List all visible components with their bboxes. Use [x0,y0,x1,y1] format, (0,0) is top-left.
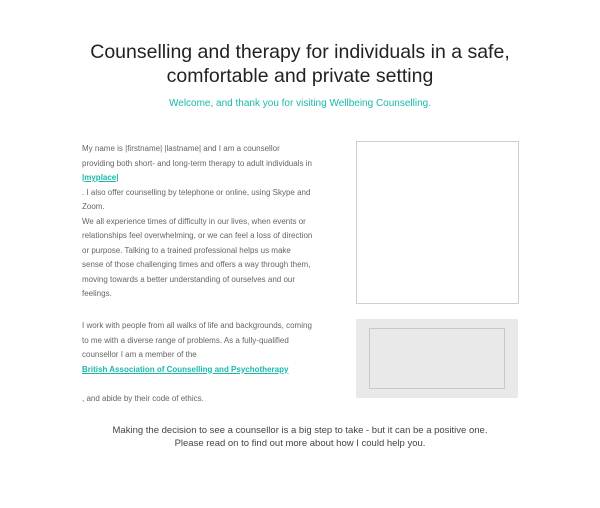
intro-text: . I also offer counselling by telephone or online, using Skype and [82,187,311,197]
intro-text: Zoom. [82,202,105,211]
closing-line: Making the decision to see a counsellor is a big step to take - but it can be a positive one. [112,425,488,436]
title-line: comfortable and private setting [166,65,434,87]
page-title [0,40,600,88]
image-placeholder [356,319,518,398]
closing-line: Please read on to find out more about how I could help you. [174,438,426,449]
myplace-link[interactable]: |myplace| [82,173,119,182]
welcome-text: Welcome, and thank you for visiting Wellbeing Counselling. [169,98,431,109]
intro-text: or purpose. Talking to a trained professional helps us make [82,245,291,255]
about-text: I work with people from all walks of life and backgrounds, coming [82,321,312,330]
intro-paragraph [82,142,318,302]
about-text: counsellor I am a member of the [82,350,197,359]
about-text: to me with a diverse range of problems. As a fully-qualified [82,335,289,345]
intro-text: My name is |firstname| |lastname| and I am a counsellor [82,144,280,153]
intro-text: feelings. [82,289,112,298]
closing-text [0,424,600,450]
intro-text: moving towards a better understanding of ourselves and our [82,274,296,284]
title-line: Counselling and therapy for individuals in a safe, [90,41,510,63]
bacp-link[interactable]: British Association of Counselling and Psychotherapy [82,364,289,374]
intro-text: relationships feel overwhelming, or we can feel a loss of direction [82,231,313,240]
intro-text: providing both short- and long-term therapy to adult individuals in [82,158,312,168]
image-frame [369,328,505,389]
video-frame [356,141,519,304]
about-text: , and abide by their code of ethics. [82,393,204,403]
intro-text: sense of those challenging times and offers a way through them, [82,260,311,269]
about-paragraph [82,319,318,406]
intro-text: We all experience times of difficulty in our lives, when events or [82,216,306,226]
